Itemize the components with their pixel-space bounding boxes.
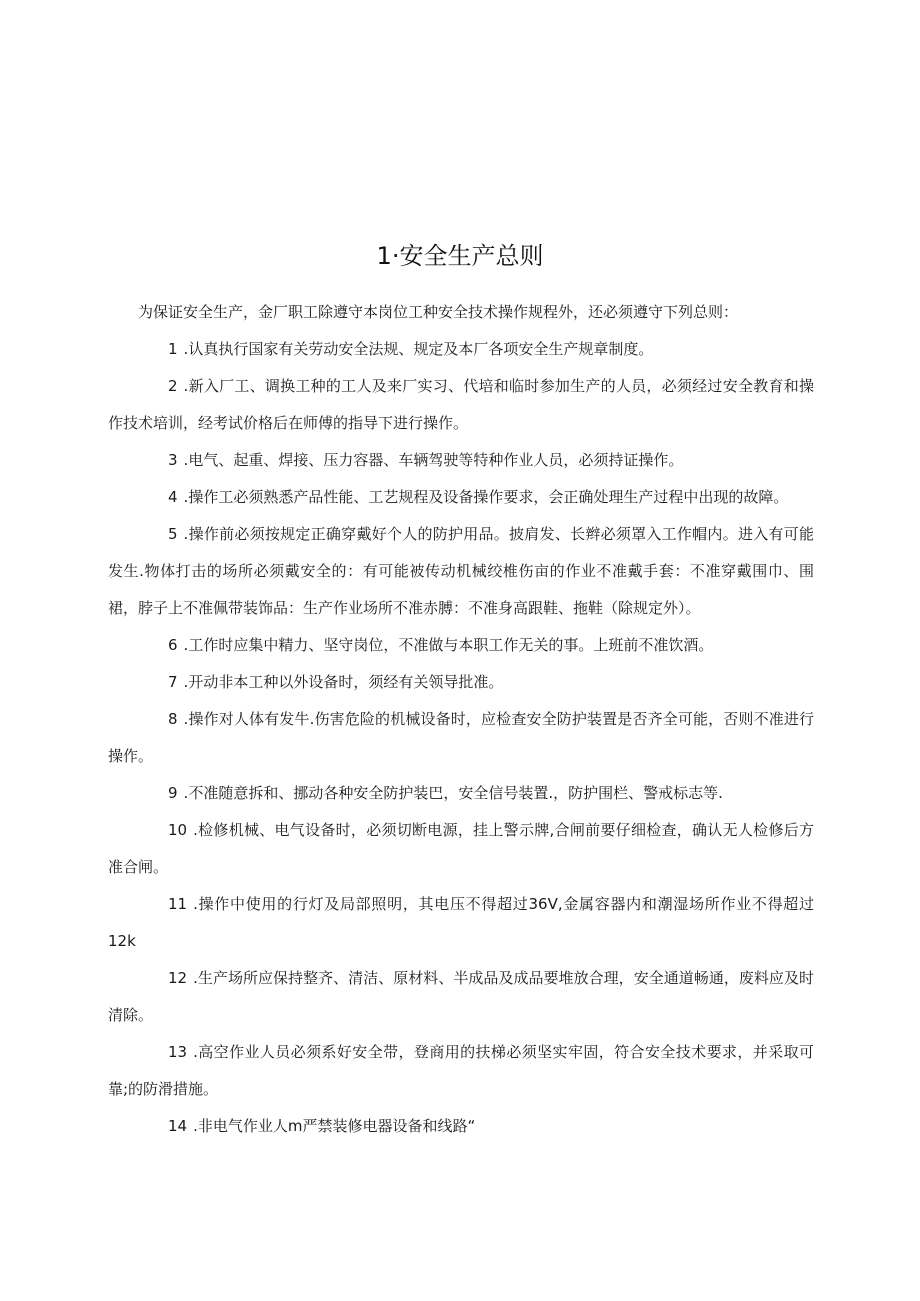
rule-item-5 — [108, 516, 814, 627]
rule-number: 10 — [168, 821, 188, 839]
rule-text: .不准随意拆和、挪动各种安全防护装巴，安全信号装置.，防护围栏、警戒标志等. — [183, 784, 723, 802]
rule-number: 2 — [168, 377, 178, 395]
rule-item-6 — [108, 627, 814, 664]
rule-item-4 — [108, 479, 814, 516]
document-body — [108, 294, 814, 1145]
rule-item-9 — [108, 775, 814, 812]
rule-item-3 — [108, 442, 814, 479]
rule-text: .新入厂工、调换工种的工人及来厂实习、代培和临时参加生产的人员，必须经过安全教育和操作技术培训，经考试价格后在师傅的指导下进行操作。 — [108, 377, 814, 432]
rule-number: 12 — [168, 969, 188, 987]
rule-text: .认真执行国家有关劳动安全法规、规定及本厂各项安全生产规章制度。 — [183, 340, 654, 358]
rule-item-11 — [108, 886, 814, 960]
rule-number: 11 — [168, 895, 188, 913]
rule-number: 14 — [168, 1117, 188, 1135]
rule-text: .操作对人体有发牛.伤害危险的机械设备时，应检查安全防护装置是否齐全可能，否则不准进行操作。 — [108, 710, 814, 765]
rule-number: 6 — [168, 636, 178, 654]
rule-number: 3 — [168, 451, 178, 469]
rule-item-12 — [108, 960, 814, 1034]
rule-text: .非电气作业人m严禁装修电器设备和线路“ — [193, 1117, 476, 1135]
rule-text: .工作时应集中精力、坚守岗位，不准做与本职工作无关的事。上班前不准饮酒。 — [183, 636, 714, 654]
rule-item-14 — [108, 1108, 814, 1145]
rule-number: 1 — [168, 340, 178, 358]
rule-text: .电气、起重、焊接、压力容器、车辆驾驶等特种作业人员，必须持证操作。 — [183, 451, 684, 469]
rule-text: .检修机械、电气设备时，必须切断电源，挂上警示牌,合闸前要仔细检查，确认无人检修后方准合闸。 — [108, 821, 814, 876]
rule-text: .开动非本工种以外设备时，须经有关领导批准。 — [183, 673, 504, 691]
rule-number: 5 — [168, 525, 178, 543]
rule-text: .操作工必须熟悉产品性能、工艺规程及设备操作要求，会正确处理生产过程中出现的故障。 — [183, 488, 789, 506]
rule-item-7 — [108, 664, 814, 701]
rule-text: .操作前必须按规定正确穿戴好个人的防护用品。披肩发、长辫必须罩入工作帽内。进入有可能发生.物体打击的场所必须戴安全的：有可能被传动机械绞椎伤亩的作业不准戴手套：不准穿戴围巾、围裙，脖子上不准佩带装饰品：生产作业场所不准赤膊：不准身高跟鞋、拖鞋（除规定外）。 — [108, 525, 814, 617]
rule-item-8 — [108, 701, 814, 775]
rule-number: 8 — [168, 710, 178, 728]
rule-text: .生产场所应保持整齐、清洁、原材料、半成品及成品要堆放合理，安全通道畅通，废料应及时清除。 — [108, 969, 814, 1024]
rule-item-2 — [108, 368, 814, 442]
rule-item-1 — [108, 331, 814, 368]
rule-number: 7 — [168, 673, 178, 691]
rule-number: 9 — [168, 784, 178, 802]
rule-number: 13 — [168, 1043, 188, 1061]
rule-number: 4 — [168, 488, 178, 506]
page-title: 1·安全生产总则 — [376, 242, 544, 271]
intro-paragraph: 为保证安全生产，金厂职工除遵守本岗位工种安全技术操作规程外，还必须遵守下列总则： — [138, 303, 739, 321]
rule-item-13 — [108, 1034, 814, 1108]
rule-item-10 — [108, 812, 814, 886]
rule-text: .操作中使用的行灯及局部照明，其电压不得超过36V,金属容器内和潮湿场所作业不得超过12k — [108, 895, 814, 950]
rule-text: .高空作业人员必须系好安全带，登商用的扶梯必须坚实牢固，符合安全技术要求，并采取可靠;的防滑措施。 — [108, 1043, 814, 1098]
